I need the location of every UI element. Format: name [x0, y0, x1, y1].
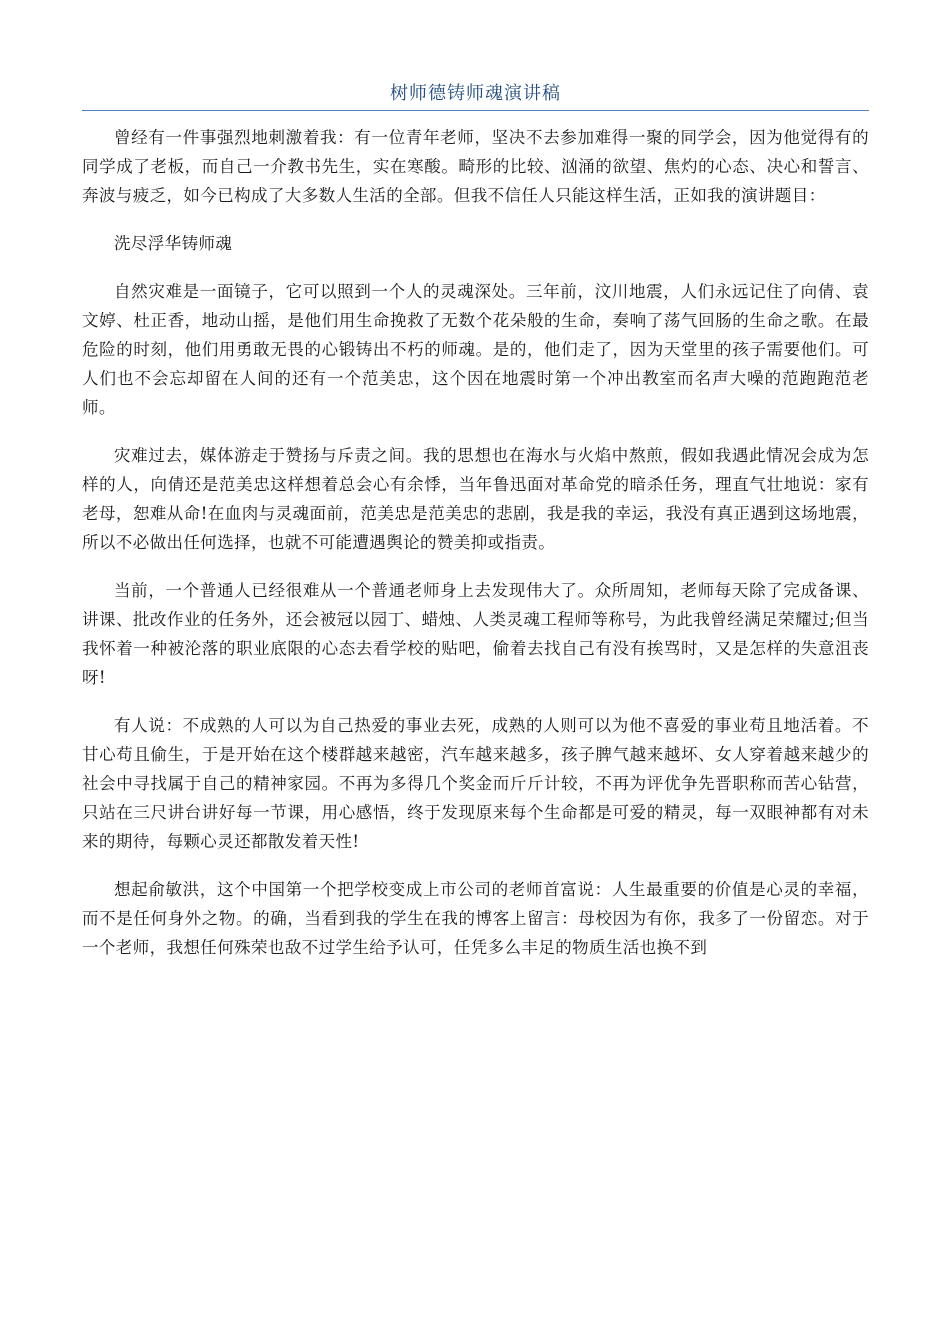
- paragraph-intro: 曾经有一件事强烈地刺激着我：有一位青年老师，坚决不去参加难得一聚的同学会，因为他觉得有的同学成了老板，而自己一介教书先生，实在寒酸。畸形的比较、汹涌的欲望、焦灼的心态、决心和誓言、奔波与疲乏，如今已构成了大多数人生活的全部。但我不信任人只能这样生活，正如我的演讲题目：: [82, 128, 869, 205]
- page-header: [82, 78, 869, 111]
- document-title: 树师德铸师魂演讲稿: [390, 83, 561, 104]
- paragraph-ordinary-teacher: 当前，一个普通人已经很难从一个普通老师身上去发现伟大了。众所周知，老师每天除了完成备课、讲课、批改作业的任务外，还会被冠以园丁、蜡烛、人类灵魂工程师等称号，为此我曾经满足荣耀过;但当我怀着一种被沦落的职业底限的心态去看学校的贴吧，偷着去找自己有没有挨骂时，又是怎样的失意沮丧呀!: [82, 581, 869, 687]
- paragraph-speech-topic: 洗尽浮华铸师魂: [114, 234, 233, 253]
- paragraph-mature-person: 有人说：不成熟的人可以为自己热爱的事业去死，成熟的人则可以为他不喜爱的事业苟且地活着。不甘心苟且偷生，于是开始在这个楼群越来越密，汽车越来越多，孩子脾气越来越坏、女人穿着越来越少的社会中寻找属于自己的精神家园。不再为多得几个奖金而斤斤计较，不再为评优争先晋职称而苦心钻营，只站在三尺讲台讲好每一节课，用心感悟，终于发现原来每个生命都是可爱的精灵，每一双眼神都有对未来的期待，每颗心灵还都散发着天性!: [82, 716, 869, 851]
- paragraph-earthquake: 自然灾难是一面镜子，它可以照到一个人的灵魂深处。三年前，汶川地震，人们永远记住了向倩、袁文婷、杜正香，地动山摇，是他们用生命挽救了无数个花朵般的生命，奏响了荡气回肠的生命之歌。在最危险的时刻，他们用勇敢无畏的心锻铸出不朽的师魂。是的，他们走了，因为天堂里的孩子需要他们。可人们也不会忘却留在人间的还有一个范美忠，这个因在地震时第一个冲出教室而名声大噪的范跑跑范老师。: [82, 282, 869, 417]
- document-body: [82, 123, 869, 981]
- paragraph-after-disaster: 灾难过去，媒体游走于赞扬与斥责之间。我的思想也在海水与火焰中熬煎，假如我遇此情况会成为怎样的人，向倩还是范美忠这样想着总会心有余悸，当年鲁迅面对革命党的暗杀任务，理直气壮地说：家有老母，恕难从命!在血肉与灵魂面前，范美忠是范美忠的悲剧，我是我的幸运，我没有真正遇到这场地震，所以不必做出任何选择，也就不可能遭遇舆论的赞美抑或指责。: [82, 446, 869, 552]
- paragraph-yu-minhong: 想起俞敏洪，这个中国第一个把学校变成上市公司的老师首富说：人生最重要的价值是心灵的幸福，而不是任何身外之物。的确，当看到我的学生在我的博客上留言：母校因为有你，我多了一份留恋。对于一个老师，我想任何殊荣也敌不过学生给予认可，任凭多么丰足的物质生活也换不到: [82, 880, 869, 957]
